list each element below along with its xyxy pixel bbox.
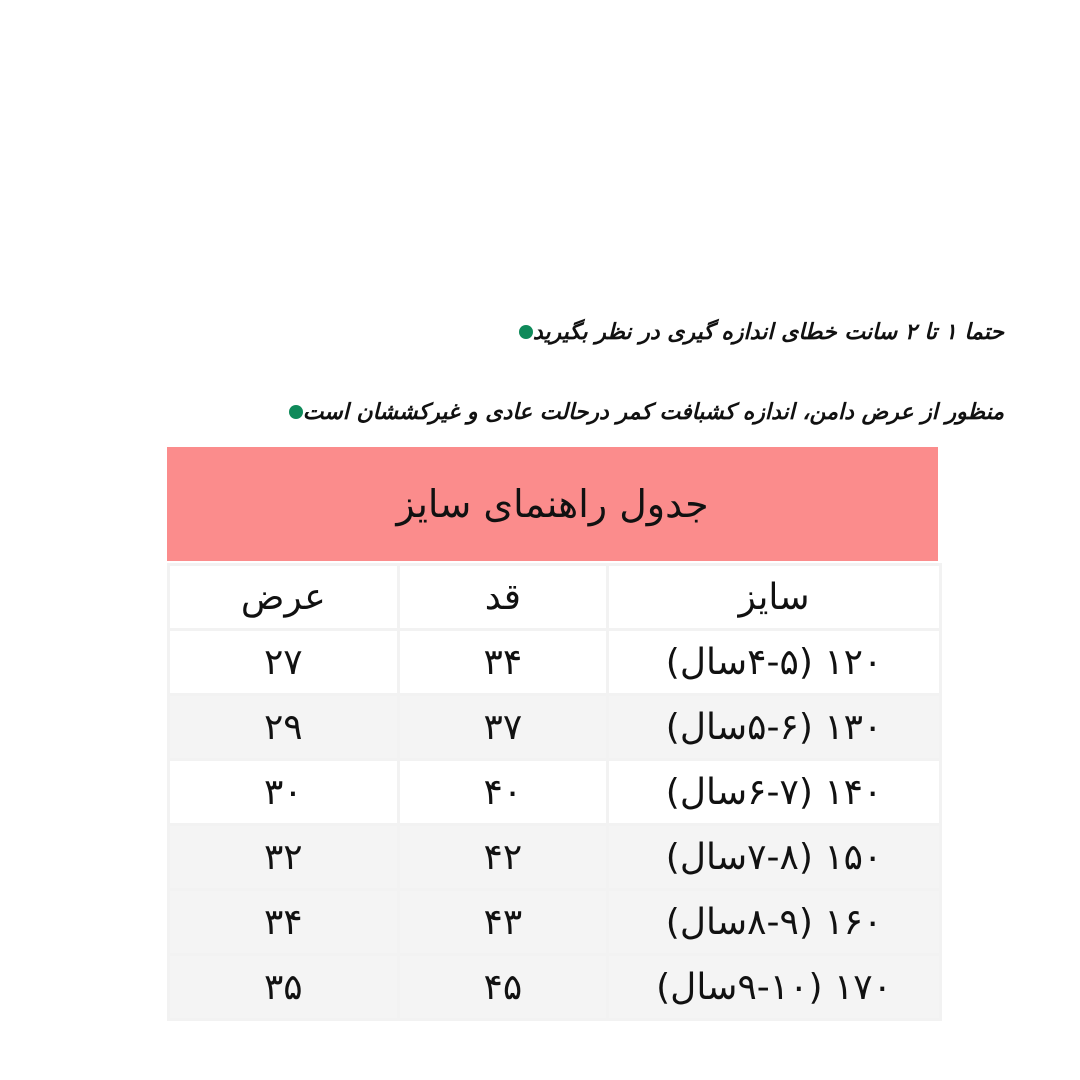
bullet-icon <box>289 405 303 419</box>
cell-height: ۴۲ <box>400 826 607 888</box>
cell-width: ۳۲ <box>170 826 397 888</box>
cell-height: ۴۰ <box>400 761 607 823</box>
table-row <box>170 631 939 693</box>
table-title: جدول راهنمای سایز <box>396 482 709 526</box>
note-text: حتما ۱ تا ۲ سانت خطای اندازه گیری در نظر بگیرید <box>532 319 1004 345</box>
cell-width: ۲۷ <box>170 631 397 693</box>
cell-size: ۱۴۰ (۶-۷سال) <box>609 761 939 823</box>
note-item-2 <box>289 392 1026 432</box>
cell-height: ۴۳ <box>400 891 607 953</box>
header-width: عرض <box>170 566 397 628</box>
table-row <box>170 761 939 823</box>
header-size: سایز <box>609 566 939 628</box>
cell-height: ۳۷ <box>400 696 607 758</box>
cell-width: ۳۵ <box>170 956 397 1018</box>
note-text: منظور از عرض دامن، اندازه کشبافت کمر درحالت عادی و غیرکششان است <box>302 399 1004 425</box>
cell-size: ۱۳۰ (۵-۶سال) <box>609 696 939 758</box>
header-height: قد <box>400 566 607 628</box>
cell-width: ۲۹ <box>170 696 397 758</box>
note-item-1 <box>519 312 1026 352</box>
table-row <box>170 696 939 758</box>
cell-size: ۱۵۰ (۷-۸سال) <box>609 826 939 888</box>
table-row <box>170 956 939 1018</box>
cell-size: ۱۲۰ (۴-۵سال) <box>609 631 939 693</box>
table-title-bar <box>167 447 938 561</box>
cell-width: ۳۴ <box>170 891 397 953</box>
table-row <box>170 826 939 888</box>
size-guide-table <box>167 563 942 1021</box>
cell-height: ۴۵ <box>400 956 607 1018</box>
table-header-row <box>170 566 939 628</box>
cell-size: ۱۶۰ (۸-۹سال) <box>609 891 939 953</box>
table-row <box>170 891 939 953</box>
cell-size: ۱۷۰ (۹-۱۰سال) <box>609 956 939 1018</box>
cell-width: ۳۰ <box>170 761 397 823</box>
bullet-icon <box>519 325 533 339</box>
cell-height: ۳۴ <box>400 631 607 693</box>
